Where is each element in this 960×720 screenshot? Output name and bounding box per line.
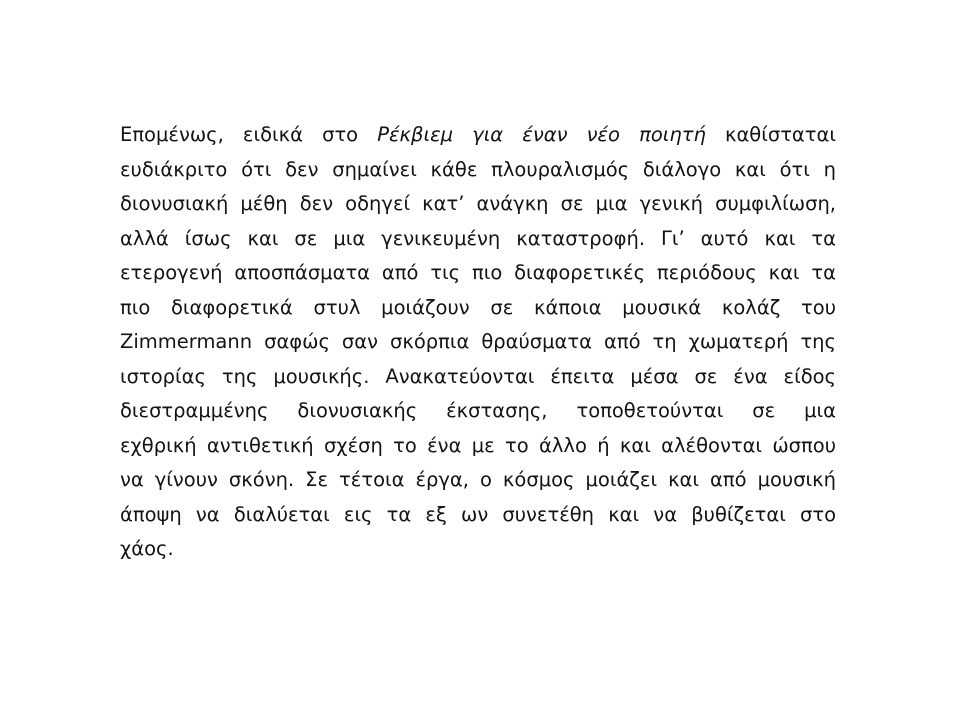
work-title-italic: Ρέκβιεμ για έναν νέο ποιητή	[377, 123, 706, 146]
paragraph-line-4: αλλά ίσως και σε μια γενικευμένη καταστροφή. Γι’ αυτό και τα	[120, 226, 836, 250]
line-1-text-before: Επομένως, ειδικά στο	[120, 123, 378, 146]
body-paragraph	[120, 118, 836, 567]
paragraph-line-1	[120, 118, 836, 153]
paragraph-line-9: διεστραμμένης διονυσιακής έκστασης, τοποθετούνται σε μια	[120, 399, 836, 422]
paragraph-line-2: ευδιάκριτο ότι δεν σημαίνει κάθε πλουραλισμός διάλογο και ότι η	[120, 157, 836, 181]
paragraph-line-6: πιο διαφορετικά στυλ μοιάζουν σε κάποια μουσικά κολάζ του	[120, 295, 836, 319]
paragraph-line-13: χάος.	[120, 537, 174, 560]
paragraph-line-5: ετερογενή αποσπάσματα από τις πιο διαφορετικές περιόδους και τα	[120, 261, 836, 284]
paragraph-line-3: διονυσιακή μέθη δεν οδηγεί κατ’ ανάγκη σε μια γενική συμφιλίωση,	[120, 192, 836, 215]
paragraph-line-7: Zimmermann σαφώς σαν σκόρπια θραύσματα από τη χωματερή της	[120, 330, 836, 353]
paragraph-line-8: ιστορίας της μουσικής. Ανακατεύονται έπειτα μέσα σε ένα είδος	[120, 364, 836, 388]
paragraph-line-12: άποψη να διαλύεται εις τα εξ ων συνετέθη και να βυθίζεται στο	[120, 502, 836, 526]
paragraph-line-10: εχθρική αντιθετική σχέση το ένα με το άλλο ή και αλέθονται ώσπου	[120, 433, 836, 457]
paragraph-line-11: να γίνουν σκόνη. Σε τέτοια έργα, ο κόσμος μοιάζει και από μουσική	[120, 468, 836, 491]
line-1-text-after: καθίσταται	[705, 123, 836, 146]
